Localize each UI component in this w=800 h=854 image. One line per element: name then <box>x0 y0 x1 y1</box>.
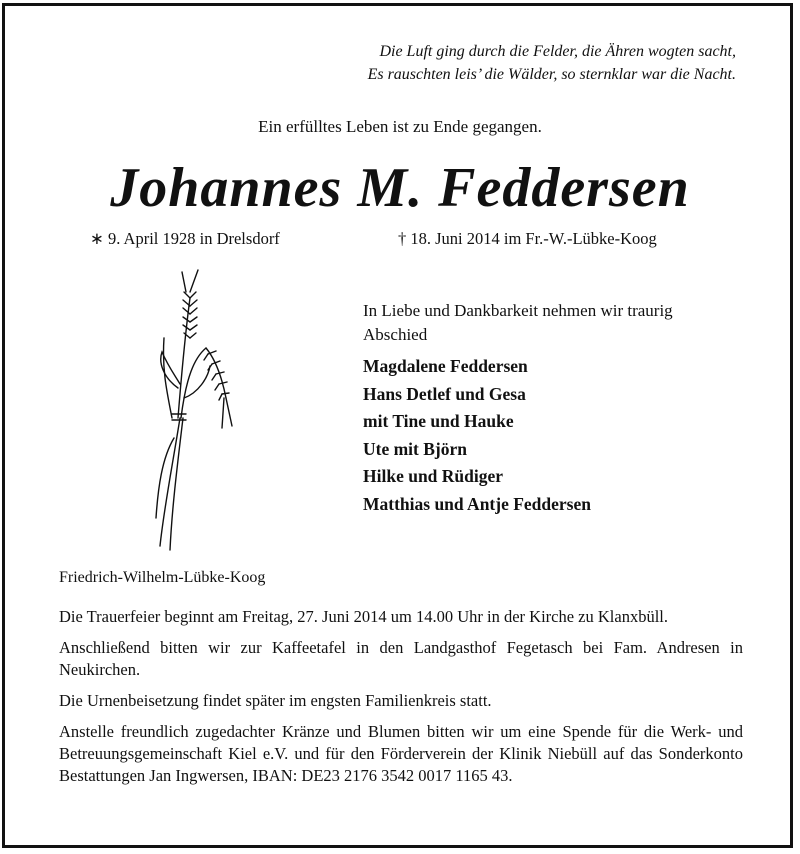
reception-info: Anschließend bitten wir zur Kaffeetafel in den Landgasthof Fegetasch bei Fam. Andresen in Neukirchen. <box>59 638 743 679</box>
funeral-info: Die Trauerfeier beginnt am Freitag, 27. Juni 2014 um 14.00 Uhr in der Kirche zu Klanxbüll. <box>59 607 669 626</box>
mourner-name: Magdalene Feddersen <box>363 356 528 376</box>
poem <box>368 40 736 86</box>
mourners-block <box>363 299 723 518</box>
mourner-name: mit Tine und Hauke <box>363 411 514 431</box>
wheat-illustration <box>150 268 240 553</box>
family-location: Friedrich-Wilhelm-Lübke-Koog <box>59 569 266 586</box>
mourners-lead: In Liebe und Dankbarkeit nehmen wir traurig Abschied <box>363 301 673 344</box>
poem-line: Die Luft ging durch die Felder, die Ähren wogten sacht, <box>379 43 736 60</box>
deceased-name: Johannes M. Feddersen <box>110 157 690 219</box>
birth-date: ∗ 9. April 1928 in Drelsdorf <box>90 229 280 248</box>
death-date: † 18. Juni 2014 im Fr.-W.-Lübke-Koog <box>398 229 657 248</box>
poem-line: Es rauschten leis’ die Wälder, so sternklar war die Nacht. <box>367 66 736 83</box>
donation-info: Anstelle freundlich zugedachter Kränze und Blumen bitten wir um eine Spende für die Werk- und Betreuungsgemeinschaft Kiel e.V. und für den Förderverein der Klinik Niebüll auf das Sonderkonto Bestattungen Jan Ingwersen, IBAN: DE23 2176 3542 0017 1165 43. <box>59 722 743 785</box>
mourner-name: Ute mit Björn <box>363 438 468 459</box>
ceremony-details <box>59 606 743 796</box>
mourner-name: Hans Detlef und Gesa <box>363 383 526 404</box>
mourner-name: Hilke und Rüdiger <box>363 466 504 486</box>
burial-info: Die Urnenbeisetzung findet später im engsten Familienkreis statt. <box>59 691 492 710</box>
intro-text: Ein erfülltes Leben ist zu Ende gegangen. <box>258 117 542 136</box>
mourner-name: Matthias und Antje Feddersen <box>363 493 591 514</box>
